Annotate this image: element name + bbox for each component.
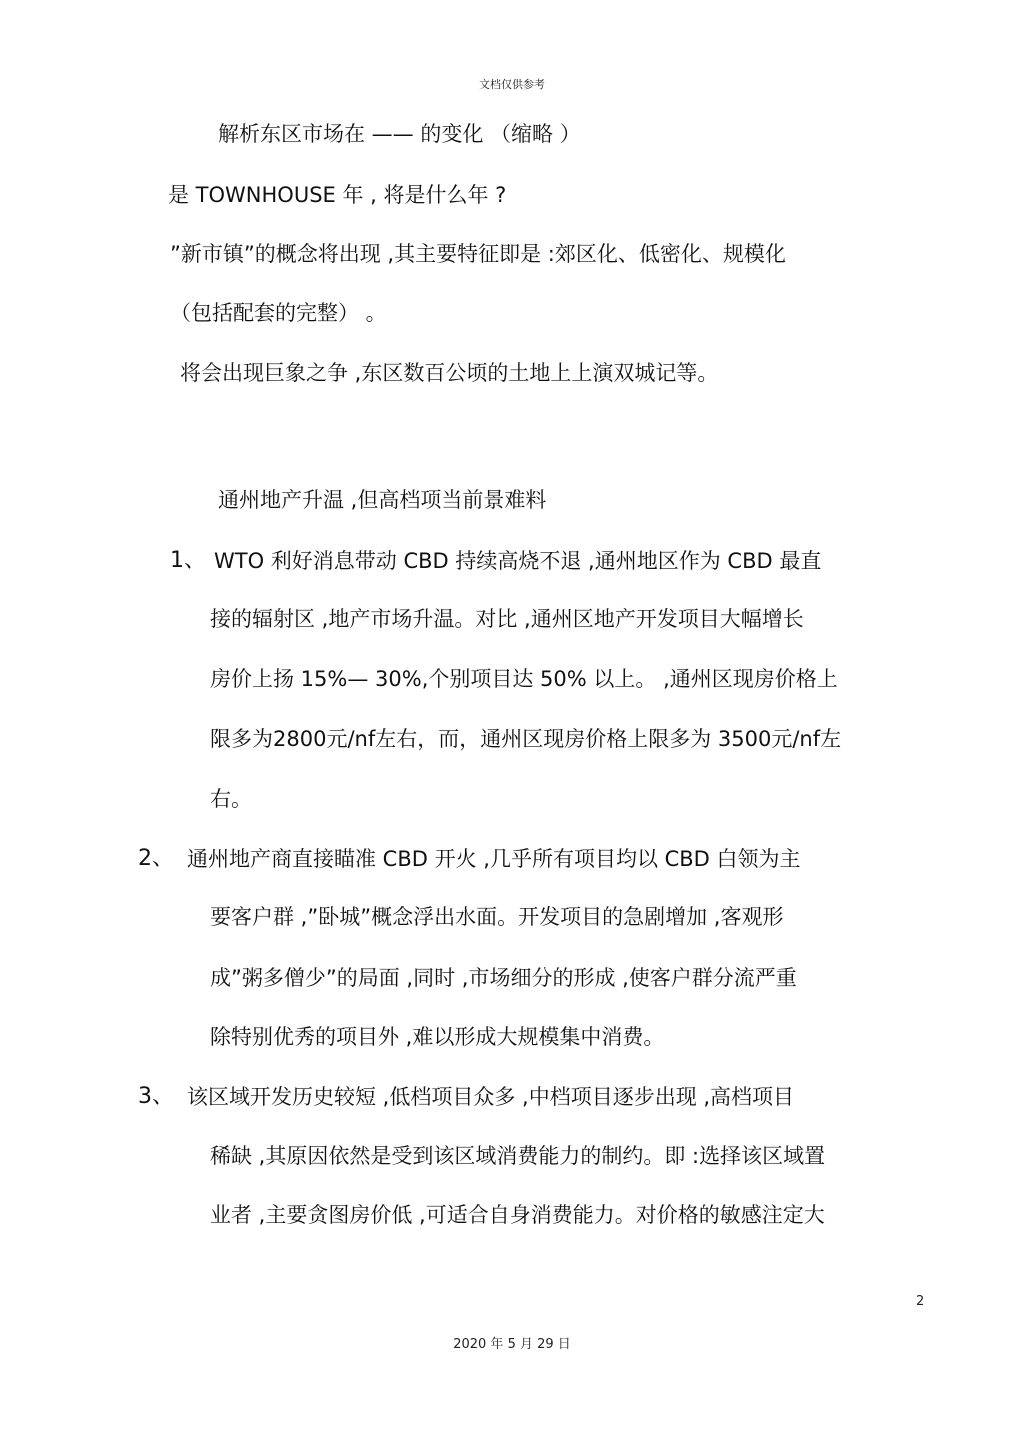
- list-item-line: 通州地产商直接瞄准 CBD 开火 ,几乎所有项目均以 CBD 白领为主: [187, 847, 801, 871]
- list-item-line: 要客户群 ,”卧城”概念浮出水面。开发项目的急剧增加 ,客观形: [210, 905, 784, 929]
- list-item-line: WTO 利好消息带动 CBD 持续高烧不退 ,通州地区作为 CBD 最直: [214, 549, 822, 573]
- intro-line: 是 TOWNHOUSE 年 , 将是什么年 ?: [168, 183, 507, 207]
- list-item-line: 业者 ,主要贪图房价低 ,可适合自身消费能力。对价格的敏感注定大: [210, 1203, 825, 1227]
- list-item-line: 接的辐射区 ,地产市场升温。对比 ,通州区地产开发项目大幅增长: [210, 607, 804, 631]
- list-item-line: 成”粥多僧少”的局面 ,同时 ,市场细分的形成 ,使客户群分流严重: [210, 966, 797, 990]
- list-item-line: 除特别优秀的项目外 ,难以形成大规模集中消费。: [210, 1025, 665, 1049]
- page-footer-date: 2020 年 5 月 29 日: [453, 1337, 571, 1352]
- page-number: 2: [916, 1294, 925, 1309]
- list-item-line: 限多为2800元/nf左右，而，通州区现房价格上限多为 3500元/nf左: [210, 727, 842, 751]
- list-item-number: 1、: [170, 548, 206, 573]
- list-item-number: 2、: [138, 846, 174, 871]
- intro-line: （包括配套的完整） 。: [170, 301, 387, 325]
- list-item-line: 该区域开发历史较短 ,低档项目众多 ,中档项目逐步出现 ,高档项目: [187, 1085, 795, 1109]
- intro-title: 解析东区市场在 —— 的变化 （缩略 ）: [218, 122, 581, 146]
- section-title: 通州地产升温 ,但高档项当前景难料: [218, 488, 547, 512]
- list-item-line: 稀缺 ,其原因依然是受到该区域消费能力的制约。即 :选择该区域置: [210, 1144, 826, 1168]
- list-item-line: 房价上扬 15%— 30%,个别项目达 50% 以上。 ,通州区现房价格上: [210, 667, 838, 691]
- list-item-number: 3、: [138, 1084, 174, 1109]
- list-item-line: 右。: [210, 787, 252, 811]
- intro-line: 将会出现巨象之争 ,东区数百公顷的土地上上演双城记等。: [180, 361, 719, 385]
- page-header: 文档仅供参考: [479, 78, 545, 91]
- intro-line: ”新市镇”的概念将出现 ,其主要特征即是 :郊区化、低密化、规模化: [170, 242, 786, 266]
